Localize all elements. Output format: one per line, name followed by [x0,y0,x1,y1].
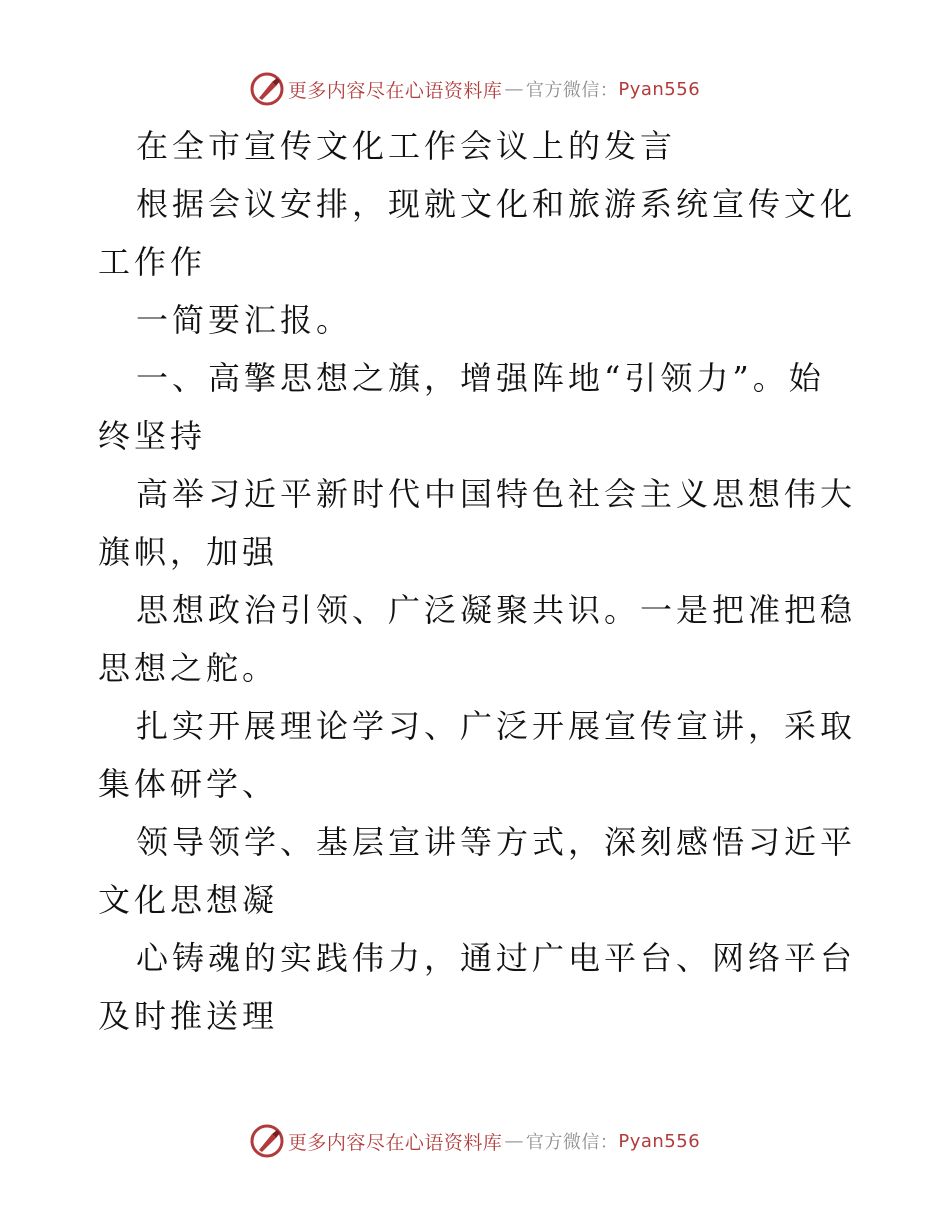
paragraph-5: 思想政治引领、广泛凝聚共识。一是把准把稳思想之舵。 [98,591,857,687]
header-watermark [0,72,950,106]
pen-nib-logo-icon [250,72,284,106]
pen-nib-logo-icon [250,1124,284,1158]
paragraph-7: 领导领学、基层宣讲等方式，深刻感悟习近平文化思想凝 [98,823,857,919]
banner-separator: — [504,1130,524,1152]
footer-watermark [0,1124,950,1158]
banner-label: 官方微信： [525,1132,619,1153]
paragraph-4: 高举习近平新时代中国特色社会主义思想伟大旗帜，加强 [98,475,857,571]
paragraph-6: 扎实开展理论学习、广泛开展宣传宣讲，采取集体研学、 [98,707,857,803]
paragraph-3: 一、高擎思想之旗，增强阵地“引领力”。始终坚持 [98,359,825,455]
banner-label: 官方微信： [525,80,619,101]
paragraph-2: 一简要汇报。 [136,301,353,339]
banner-account: Pyan556 [618,1130,701,1152]
banner-main-text: 更多内容尽在心语资料库 [287,79,503,102]
paragraph-1: 根据会议安排，现就文化和旅游系统宣传文化工作作 [98,185,857,281]
banner-account: Pyan556 [618,78,701,100]
document-body [98,117,858,1045]
document-title: 在全市宣传文化工作会议上的发言 [136,127,677,165]
banner-separator: — [504,78,524,100]
banner-main-text: 更多内容尽在心语资料库 [287,1131,503,1154]
paragraph-8: 心铸魂的实践伟力，通过广电平台、网络平台及时推送理 [98,939,857,1035]
